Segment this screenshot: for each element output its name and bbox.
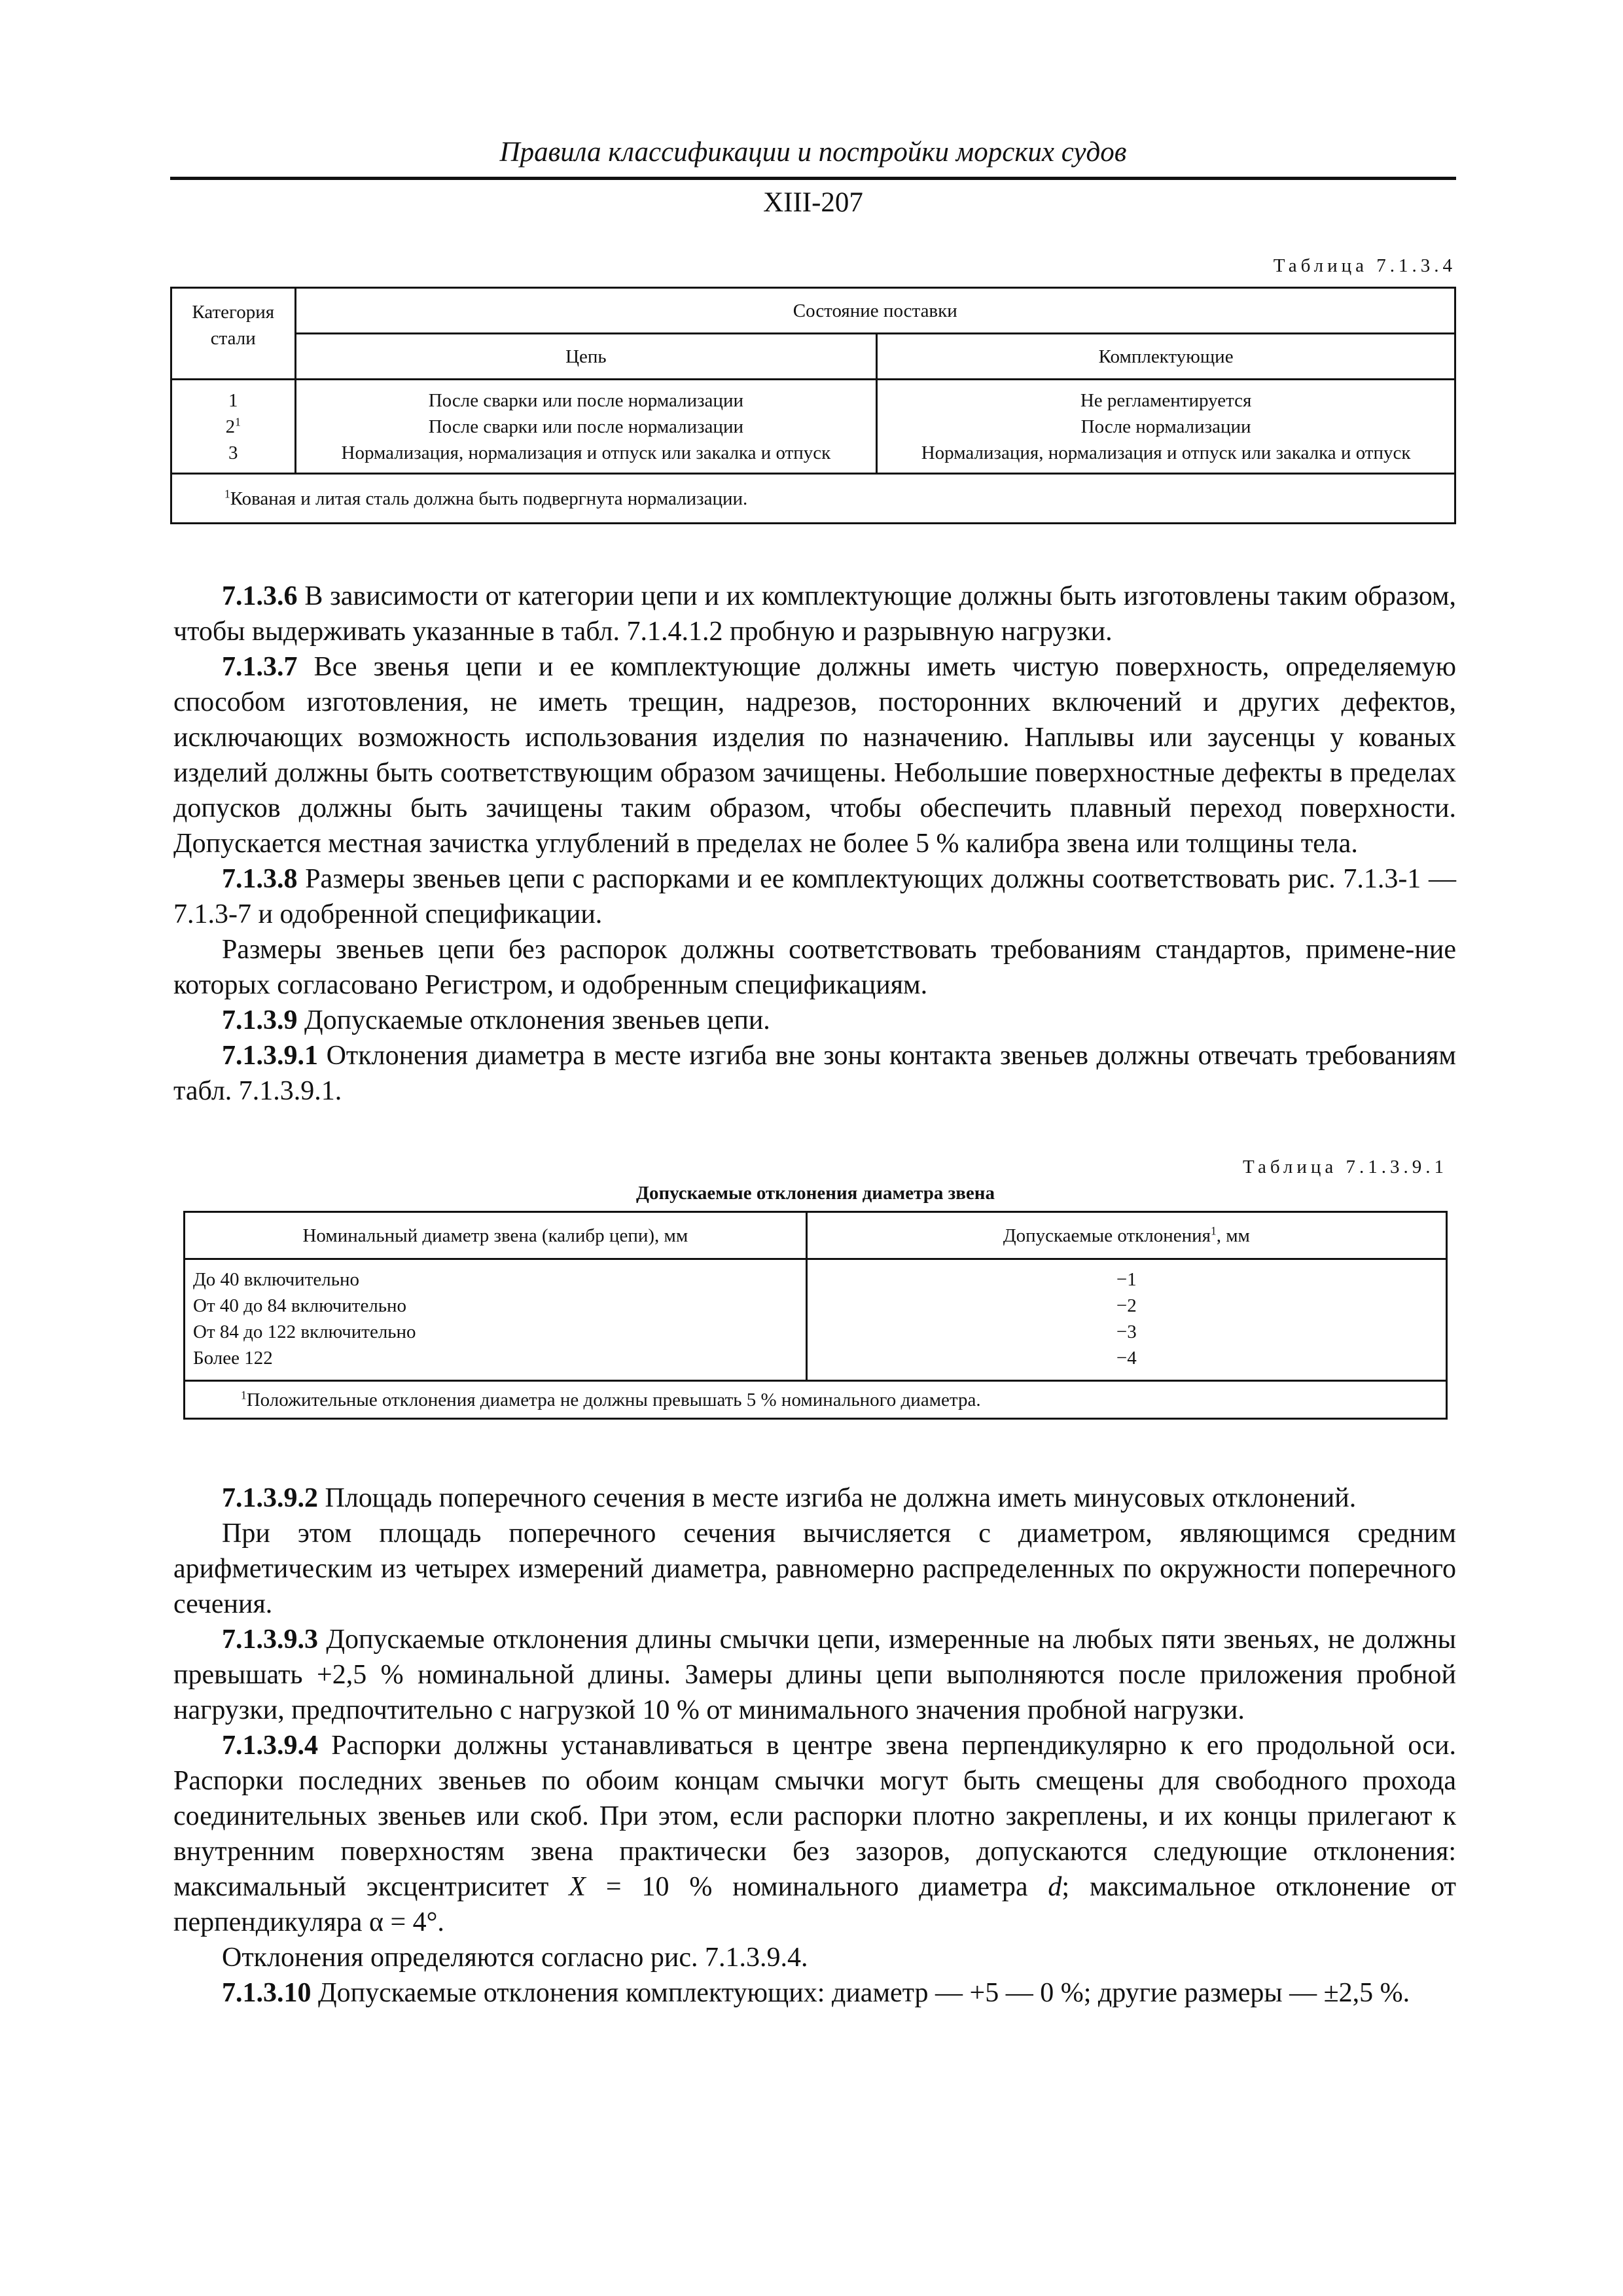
table1-header-fittings: Комплектующие — [877, 334, 1455, 380]
paragraph-7-1-3-8: 7.1.3.8 Размеры звеньев цепи с распорками и ее комплектующих должны соответствовать рис. 7.1.3-1 — 7.1.3-7 и одобренной спецификации. — [173, 864, 1456, 929]
table1-footnote: $^1$Кованая и литая сталь должна быть подвергнута нормализации. — [171, 474, 1455, 524]
table2-footnote: $^1$Положительные отклонения диаметра не должны превышать 5 % номинального диаметра. — [185, 1381, 1447, 1419]
table2-diameter-cell — [185, 1259, 807, 1381]
table-cell: Более 122 — [193, 1348, 273, 1369]
table1 — [170, 287, 1456, 524]
table-cell: −4 — [1116, 1348, 1137, 1369]
table-cell: −1 — [1116, 1269, 1137, 1290]
paragraph-7-1-3-6: 7.1.3.6 В зависимости от категории цепи и их комплектующие должны быть изготовлены таким образом, чтобы выдерживать указанные в табл. 7.1.4.1.2 пробную и разрывную нагрузки. — [173, 581, 1456, 647]
paragraph-7-1-3-10: 7.1.3.10 Допускаемые отклонения комплектующих: диаметр — +5 — 0 %; другие размеры — ±2,5 %. — [222, 1978, 1410, 2008]
table2-header-deviation: Допускаемые отклонения$^1$, мм — [806, 1212, 1446, 1259]
table1-fittings-cell — [877, 380, 1455, 474]
table1-header-chain: Цепь — [295, 334, 877, 380]
paragraph-cross-section: При этом площадь поперечного сечения вычисляется с диаметром, являющимся средним арифметическим из четырех измерений диаметра, равномерно распределенных по окружности поперечного сечения. — [173, 1518, 1456, 1619]
text-block-1 — [173, 579, 1456, 1109]
table1-header-state: Состояние поставки — [295, 288, 1455, 334]
table-cell: После сварки или после нормализации — [428, 389, 743, 411]
table-cell: После сварки или после нормализации — [428, 416, 743, 437]
table1-header-category: Категория стали — [171, 288, 296, 380]
table-row: 1 — [228, 389, 238, 411]
table2-title: Допускаемые отклонения диаметра звена — [636, 1183, 995, 1204]
paragraph-dimensions: Размеры звеньев цепи без распорок должны соответствовать требованиям стандартов, примене-ние которых согласовано Регистром, и одобренным спецификациям. — [173, 935, 1456, 1000]
text-block-2 — [173, 1480, 1456, 2011]
table-cell: −2 — [1116, 1295, 1137, 1316]
table-cell: От 84 до 122 включительно — [193, 1321, 416, 1342]
table-cell: До 40 включительно — [193, 1269, 359, 1290]
page-number: XIII-207 — [763, 187, 863, 218]
running-title: Правила классификации и постройки морских судов — [499, 137, 1127, 168]
paragraph-7-1-3-9-1: 7.1.3.9.1 Отклонения диаметра в месте изгиба вне зоны контакта звеньев должны отвечать требованиям табл. 7.1.3.9.1. — [173, 1041, 1456, 1106]
table-cell: Нормализация, нормализация и отпуск или закалка и отпуск — [341, 442, 831, 463]
paragraph-7-1-3-9: 7.1.3.9 Допускаемые отклонения звеньев цепи. — [222, 1005, 770, 1035]
table-cell: −3 — [1116, 1321, 1137, 1342]
table-cell: От 40 до 84 включительно — [193, 1295, 407, 1316]
table-cell: После нормализации — [1080, 416, 1251, 437]
header-rule — [170, 177, 1456, 180]
table-row: $2^1$ — [225, 414, 241, 437]
table-row: 3 — [228, 442, 238, 463]
table1-category-cell — [171, 380, 296, 474]
table2-header-diameter: Номинальный диаметр звена (калибр цепи), мм — [185, 1212, 807, 1259]
table2-caption: Таблица 7.1.3.9.1 — [1242, 1157, 1448, 1177]
table2-deviation-cell — [806, 1259, 1446, 1381]
table-cell: Не регламентируется — [1080, 389, 1252, 411]
table1-chain-cell — [295, 380, 877, 474]
paragraph-7-1-3-9-2: 7.1.3.9.2 Площадь поперечного сечения в месте изгиба не должна иметь минусовых отклонений. — [222, 1483, 1357, 1513]
paragraph-7-1-3-9-3: 7.1.3.9.3 Допускаемые отклонения длины смычки цепи, измеренные на любых пяти звеньях, не должны превышать +2,5 % номинальной длины. Замеры длины цепи выполняются после приложения пробной нагрузки, предпочтительно с нагрузкой 10 % от минимального значения пробной нагрузки. — [173, 1624, 1456, 1725]
paragraph-7-1-3-9-4: 7.1.3.9.4 Распорки должны устанавливаться в центре звена перпендикулярно к его продольной оси. Распорки последних звеньев по обоим концам смычки могут быть смещены для свободного прохода соединительных звеньев или скоб. При этом, если распорки плотно закреплены, и их концы прилегают к внутренним поверхностям звена практически без зазоров, допускаются следующие отклонения: максимальный эксцентриситет X = 10 % номинального диаметра d; максимальное отклонение от перпендикуляра α = 4°. — [173, 1731, 1456, 1937]
table2 — [183, 1211, 1448, 1420]
paragraph-7-1-3-7: 7.1.3.7 Все звенья цепи и ее комплектующие должны иметь чистую поверхность, определяемую способом изготовления, не иметь трещин, надрезов, посторонних включений и других дефектов, исключающих возможность использования изделия по назначению. Наплывы или заусенцы у кованых изделий должны быть соответствующим образом зачищены. Небольшие поверхностные дефекты в пределах допусков должны быть зачищены таким образом, чтобы обеспечить плавный переход поверхности. Допускается местная зачистка углублений в пределах не более 5 % калибра звена или толщины тела. — [173, 652, 1456, 859]
table1-caption: Таблица 7.1.3.4 — [1273, 255, 1456, 276]
table-cell: Нормализация, нормализация и отпуск или закалка и отпуск — [921, 442, 1411, 463]
paragraph-deviations-figure: Отклонения определяются согласно рис. 7.1.3.9.4. — [222, 1943, 808, 1973]
